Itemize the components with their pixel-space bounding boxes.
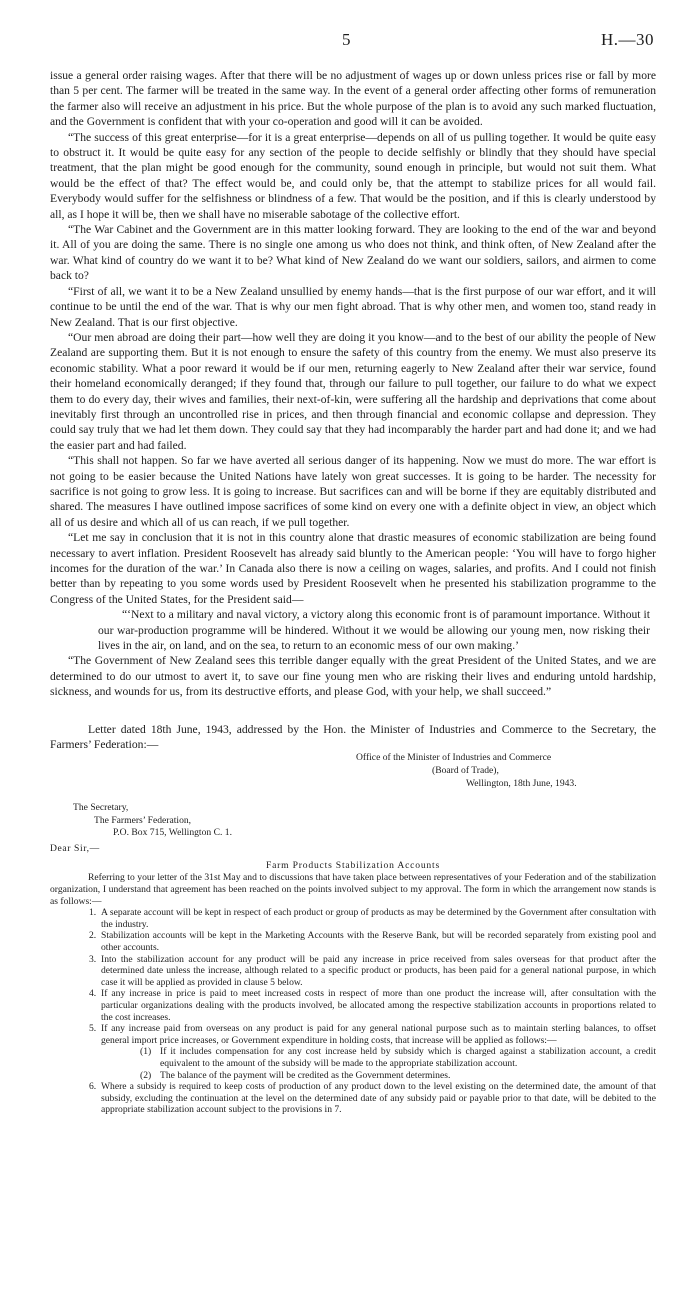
letter-office-block bbox=[356, 752, 656, 790]
item-text: If any increase in price is paid to meet increased costs in respect of more than one product the increase will, after consultation with the particular organizations dealing with the products involved, be allocated among the respective stabilization accounts in proportions related to the cost increases. bbox=[101, 988, 656, 1023]
sub-item-number: (1) bbox=[140, 1046, 152, 1058]
roosevelt-quote: “‘Next to a military and naval victory, a victory along this economic front is of paramount importance. Without it our war-production programme will be hindered. Without it we would be allowing our young men, now risking their lives in the air, on land, and on the sea, to return to an economic mess of our own making.’ bbox=[98, 608, 650, 653]
item-number: 1. bbox=[89, 907, 97, 919]
speech-paragraph: “The War Cabinet and the Government are in this matter looking forward. They are looking to the end of the war and beyond it. All of you are doing the same. There is no single one among us who does not think, and think often, of New Zealand after the war. What kind of country do we want it to be? What kind of New Zealand do we want our soldiers, sailors, and airmen to come back to? bbox=[50, 223, 656, 283]
office-line: (Board of Trade), bbox=[432, 765, 499, 777]
sub-item-text: If it includes compensation for any cost increase held by subsidy which is charged against a stabilization account, a credit equivalent to the amount of the subsidy will be made to the appropriate stabilization account. bbox=[160, 1046, 656, 1069]
letter-list-item bbox=[89, 930, 656, 953]
letter-subject-heading: Farm Products Stabilization Accounts bbox=[265, 860, 441, 872]
letter-sub-item bbox=[140, 1070, 656, 1082]
letter-list-item bbox=[89, 954, 656, 989]
letter-sub-item bbox=[140, 1046, 656, 1069]
letter-salutation: Dear Sir,— bbox=[50, 843, 100, 855]
item-text: A separate account will be kept in respect of each product or group of products as may be determined by the Government after consultation with the industry. bbox=[101, 907, 656, 930]
address-line: The Secretary, bbox=[73, 802, 129, 814]
sub-item-text: The balance of the payment will be credited as the Government determines. bbox=[160, 1069, 451, 1081]
item-number: 2. bbox=[89, 930, 97, 942]
speech-paragraph: “Let me say in conclusion that it is not in this country alone that drastic measures of economic stabilization are being found necessary to avert inflation. President Roosevelt has already said bluntly to the American people: ‘You will have to forgo higher incomes for the duration of the war.’ In Canada also there is now a ceiling on wages, salaries, and profits. And I could not finish better than by repeating to you some words used by President Roosevelt when he presented his stabilization programme to the Congress of the United States, for the President said— bbox=[50, 531, 656, 606]
letter-list-item bbox=[89, 907, 656, 930]
letter-address-block bbox=[73, 802, 656, 839]
speech-paragraph: “First of all, we want it to be a New Zealand unsullied by enemy hands—that is the first purpose of our war effort, and it will continue to be until the end of the war. That is why our men fight abroad. That is why other men, and women too, stand ready in New Zealand. That is our first objective. bbox=[50, 284, 656, 329]
speech-paragraph: “The success of this great enterprise—for it is a great enterprise—depends on all of us pulling together. It would be quite easy to obstruct it. It would be quite easy for any section of the people to decide selfishly or blindly that they should have special treatment, that the plan might be good enough for the community, sound enough in principle, but would not suit them. What would be the effect of that? The effect would be, and could only be, that the attempt to stabilize prices for all would fail. Everybody would suffer for the selfishness or blindness of a few. That would be the position, and if this is clearly understood by all, as I hope it will be, then we shall have no miserable sabotage of the collective effort. bbox=[50, 130, 656, 221]
address-line: P.O. Box 715, Wellington C. 1. bbox=[113, 827, 232, 839]
speech-paragraph: “Our men abroad are doing their part—how well they are doing it you know—and to the best of our ability the people of New Zealand are supporting them. But it is not enough to ensure the safety of this country from the enemy. We must also preserve its economic stability. What a poor reward it would be if our men, returning eagerly to New Zealand after their war service, found their homeland economically deranged; if they found that, through our failure to pull together, our failure to do what we expect them to do every day, their wives and families, their next-of-kin, were suffering all the hardship and deprivations that come about inevitably first through an uncontrolled rise in prices, and then through financial and economic collapse and depression. They could say truly that we had let them down. They could say that they had incomparably the harder part and had done it; and we had the easier part and had failed. bbox=[50, 330, 656, 452]
item-number: 4. bbox=[89, 988, 97, 1000]
item-text: Where a subsidy is required to keep costs of production of any product down to the level existing on the determined date, the amount of that subsidy, excluding the continuation at the level on the determined date of any subsidy paid or payable prior to that date, will be debited to the appropriate stabilization account subject to the provisions in 7. bbox=[101, 1081, 656, 1116]
item-text: Stabilization accounts will be kept in the Marketing Accounts with the Reserve Bank, but will be recorded separately from existing pool and other accounts. bbox=[101, 930, 656, 954]
speech-paragraph: “The Government of New Zealand sees this terrible danger equally with the great President of the United States, and we are determined to do our utmost to avert it, to save our fine young men who are risking their lives and enduring untold hardship, sickness, and wounds for us, from its destructive efforts, and please God, with your help, we shall succeed.” bbox=[50, 654, 656, 699]
letter-list-item bbox=[89, 1023, 656, 1046]
letter-list-item bbox=[89, 1081, 656, 1116]
letter-list-item bbox=[89, 988, 656, 1023]
item-text: If any increase paid from overseas on any product is paid for any general national purpose such as to maintain sterling balances, to offset general import price increases, or Government expenditure in holding costs, that increase will be applied as follows:— bbox=[101, 1023, 656, 1046]
item-number: 5. bbox=[89, 1023, 97, 1035]
address-line: The Farmers’ Federation, bbox=[94, 814, 192, 826]
page-header bbox=[0, 30, 700, 52]
page-number: 5 bbox=[342, 30, 351, 49]
item-text: Into the stabilization account for any product will be paid any increase in price received from sales overseas for that product after the determined date unless the increase, although related to a specific product or products, has been paid for a general national purpose, in which case it will be applied as provided in clause 5 below. bbox=[101, 953, 656, 988]
speech-paragraph: “This shall not happen. So far we have averted all serious danger of its happening. Now we must do more. The war effort is not going to be easier because the United Nations have lately won great successes. It is going to be harder. The necessity for sacrifice is not going to grow less. It is going to increase. But sacrifices can and will be borne if they are equitably distributed and shared. The measures I have outlined impose sacrifices of some kind on every one with a definite object in view, an object which all of us desire and which all of us can reach, if we pull together. bbox=[50, 454, 656, 529]
item-number: 3. bbox=[89, 953, 97, 965]
page-body bbox=[50, 68, 656, 1116]
document-reference: H.—30 bbox=[600, 30, 654, 49]
letter-intro: Letter dated 18th June, 1943, addressed by the Hon. the Minister of Industries and Commerce to the Secretary, the Farmers’ Federation:— bbox=[50, 722, 656, 752]
letter-body-paragraph: Referring to your letter of the 31st May and to discussions that have taken place between representatives of your Federation and of the stabilization organization, I understand that agreement has been reached on the points involved subject to my approval. The form in which the arrangement now stands is as follows:— bbox=[50, 872, 656, 907]
office-date-line: Wellington, 18th June, 1943. bbox=[466, 777, 577, 789]
office-line: Office of the Minister of Industries and Commerce bbox=[356, 752, 552, 764]
sub-item-number: (2) bbox=[140, 1069, 152, 1081]
item-number: 6. bbox=[89, 1081, 97, 1093]
speech-paragraph: issue a general order raising wages. After that there will be no adjustment of wages up or down unless prices rise or fall by more than 5 per cent. The farmer will be treated in the same way. In the event of a general order affecting other forms of remuneration the farmer also will receive an adjustment in his price. But the whole purpose of the plan is to avoid any such marked fluctuation, and the Government is confident that with your co-operation and good will it can be avoided. bbox=[50, 69, 656, 129]
